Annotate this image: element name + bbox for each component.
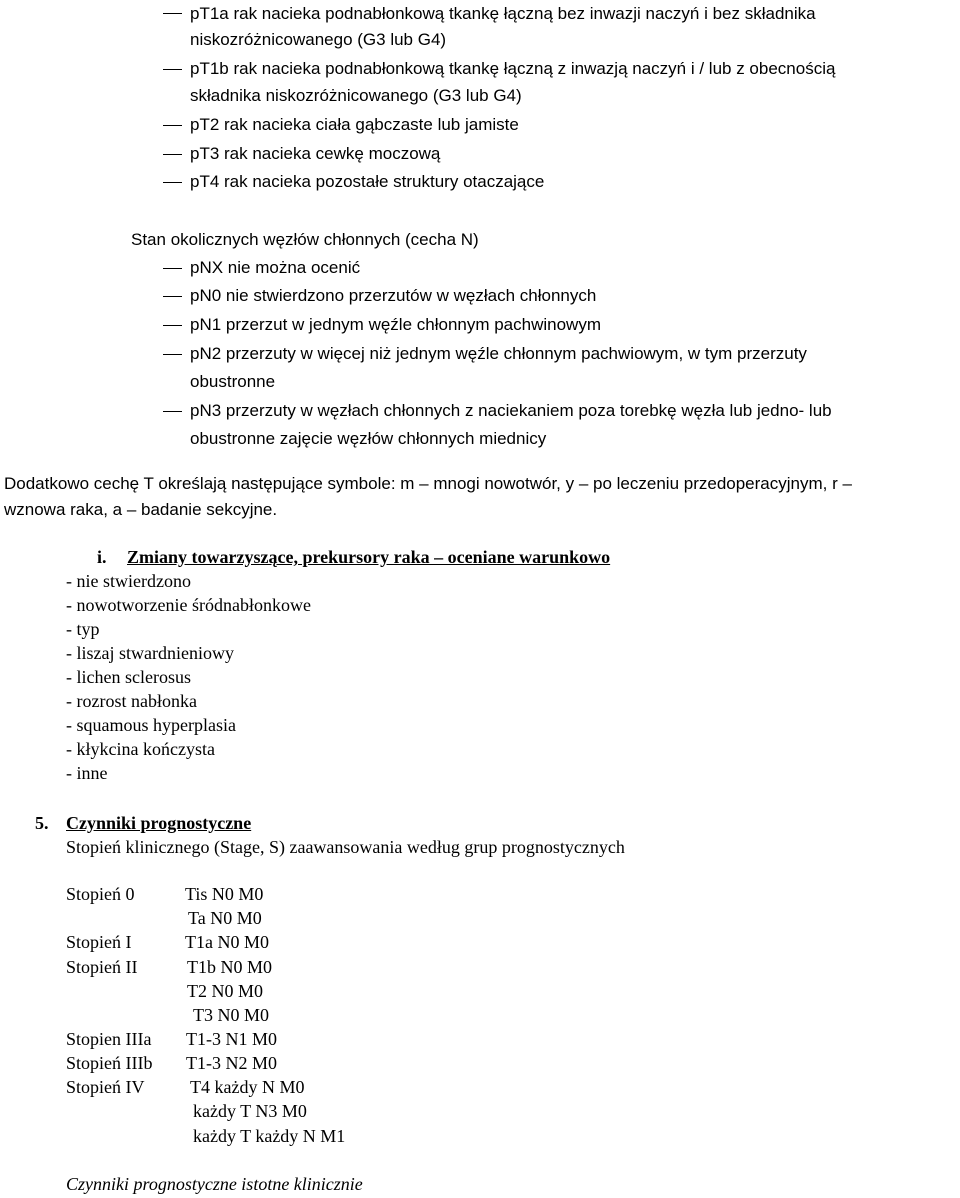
note-line: Dodatkowo cechę T określają następujące symbole: m – mnogi nowotwór, y – po leczeniu przedoperacyjnym, r – bbox=[4, 474, 852, 493]
list-item: - nie stwierdzono bbox=[66, 571, 191, 591]
tnm-value: T1-3 N1 M0 bbox=[186, 1029, 277, 1049]
section-number: 5. bbox=[35, 813, 49, 833]
stage-label: Stopień IV bbox=[66, 1077, 145, 1097]
tnm-value: T1a N0 M0 bbox=[185, 932, 269, 952]
note-line: wznowa raka, a – badanie sekcyjne. bbox=[4, 500, 278, 519]
list-item-line: składnika niskozróżnicowanego (G3 lub G4) bbox=[190, 86, 522, 105]
section-title: Zmiany towarzyszące, prekursory raka – oceniane warunkowo bbox=[127, 547, 611, 567]
list-item: - kłykcina kończysta bbox=[66, 739, 215, 759]
stage-label: Stopien IIIa bbox=[66, 1029, 152, 1049]
tnm-value: T1-3 N2 M0 bbox=[186, 1053, 277, 1073]
section-title: Czynniki prognostyczne bbox=[66, 813, 252, 833]
list-item-line: pT1b rak nacieka podnabłonkową tkankę łączną z inwazją naczyń i / lub z obecnością bbox=[190, 59, 836, 78]
list-item-line: pT1a rak nacieka podnabłonkową tkankę łączną bez inwazji naczyń i bez składnika bbox=[190, 4, 816, 23]
list-item: - typ bbox=[66, 619, 100, 639]
dash-bullet bbox=[163, 411, 182, 412]
list-item: - lichen sclerosus bbox=[66, 667, 191, 687]
section-number: i. bbox=[97, 547, 107, 567]
list-item-line: niskozróżnicowanego (G3 lub G4) bbox=[190, 30, 447, 49]
list-item-line: pN3 przerzuty w węzłach chłonnych z naciekaniem poza torebkę węzła lub jedno- lub bbox=[190, 401, 832, 420]
tnm-value: każdy T N3 M0 bbox=[193, 1101, 307, 1121]
list-item-line: pT4 rak nacieka pozostałe struktury otaczające bbox=[190, 172, 545, 191]
list-item-line: pT2 rak nacieka ciała gąbczaste lub jamiste bbox=[190, 115, 519, 134]
tnm-value: każdy T każdy N M1 bbox=[193, 1126, 346, 1146]
section-heading: Stan okolicznych węzłów chłonnych (cecha N) bbox=[131, 230, 479, 249]
tnm-value: T1b N0 M0 bbox=[187, 957, 272, 977]
dash-bullet bbox=[163, 69, 182, 70]
list-item: - nowotworzenie śródnabłonkowe bbox=[66, 595, 311, 615]
list-item: - squamous hyperplasia bbox=[66, 715, 236, 735]
list-item-line: obustronne zajęcie węzłów chłonnych miednicy bbox=[190, 429, 547, 448]
note-paragraph bbox=[4, 471, 852, 523]
dash-bullet bbox=[163, 154, 182, 155]
stage-label: Stopień 0 bbox=[66, 884, 135, 904]
tnm-value: T4 każdy N M0 bbox=[190, 1077, 305, 1097]
stage-label: Stopień II bbox=[66, 957, 138, 977]
accompanying-changes-list bbox=[66, 569, 311, 785]
tnm-value: Tis N0 M0 bbox=[185, 884, 264, 904]
dash-bullet bbox=[163, 354, 182, 355]
list-item-line: pN2 przerzuty w więcej niż jednym węźle chłonnym pachwiowym, w tym przerzuty bbox=[190, 344, 807, 363]
list-item-line: pN0 nie stwierdzono przerzutów w węzłach chłonnych bbox=[190, 286, 597, 305]
tnm-value: Ta N0 M0 bbox=[188, 908, 262, 928]
tnm-value: T3 N0 M0 bbox=[193, 1005, 269, 1025]
dash-bullet bbox=[163, 325, 182, 326]
dash-bullet bbox=[163, 182, 182, 183]
list-item-line: obustronne bbox=[190, 372, 276, 391]
list-item: - rozrost nabłonka bbox=[66, 691, 197, 711]
subsection-heading: Czynniki prognostyczne istotne klinicznie bbox=[66, 1174, 363, 1194]
stage-label: Stopień IIIb bbox=[66, 1053, 153, 1073]
tnm-value: T2 N0 M0 bbox=[187, 981, 263, 1001]
list-item-line: pNX nie można ocenić bbox=[190, 258, 361, 277]
list-item-line: pT3 rak nacieka cewkę moczową bbox=[190, 144, 441, 163]
dash-bullet bbox=[163, 13, 182, 14]
list-item-line: pN1 przerzut w jednym węźle chłonnym pachwinowym bbox=[190, 315, 601, 334]
dash-bullet bbox=[163, 296, 182, 297]
stage-label: Stopień I bbox=[66, 932, 132, 952]
section-subtitle: Stopień klinicznego (Stage, S) zaawansowania według grup prognostycznych bbox=[66, 837, 625, 857]
dash-bullet bbox=[163, 268, 182, 269]
list-item: - inne bbox=[66, 763, 108, 783]
dash-bullet bbox=[163, 125, 182, 126]
list-item: - liszaj stwardnieniowy bbox=[66, 643, 234, 663]
